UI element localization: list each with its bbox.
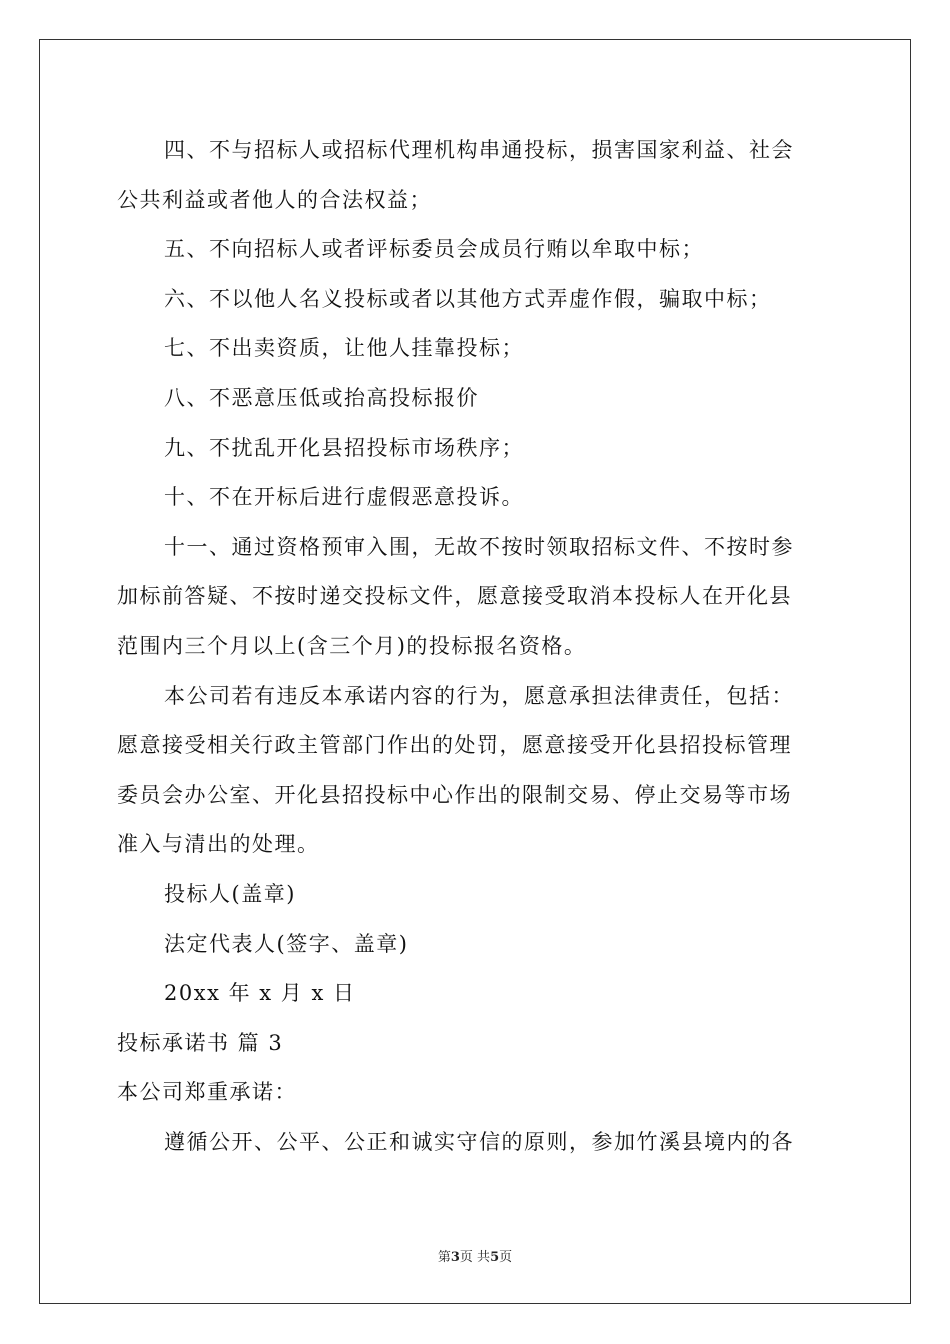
page-label-suffix: 页 bbox=[499, 1250, 513, 1265]
document-line: 投标承诺书 篇 3 bbox=[117, 1030, 284, 1055]
document-line: 九、不扰乱开化县招投标市场秩序； bbox=[164, 435, 524, 460]
document-line: 本公司郑重承诺： bbox=[117, 1080, 297, 1105]
current-page-number: 3 bbox=[450, 1250, 460, 1265]
document-line: 范围内三个月以上(含三个月)的投标报名资格。 bbox=[117, 633, 587, 658]
document-line: 十一、通过资格预审入围，无故不按时领取招标文件、不按时参 bbox=[164, 534, 794, 559]
document-line: 愿意接受相关行政主管部门作出的处罚，愿意接受开化县招投标管理 bbox=[117, 733, 792, 758]
document-line: 加标前答疑、不按时递交投标文件，愿意接受取消本投标人在开化县 bbox=[117, 584, 792, 609]
page-footer bbox=[0, 1246, 950, 1265]
document-line: 法定代表人(签字、盖章) bbox=[164, 931, 409, 956]
document-line: 八、不恶意压低或抬高投标报价 bbox=[164, 385, 479, 410]
document-line: 准入与清出的处理。 bbox=[117, 832, 320, 857]
document-line: 四、不与招标人或招标代理机构串通投标，损害国家利益、社会 bbox=[164, 138, 794, 162]
document-line: 投标人(盖章) bbox=[164, 881, 296, 906]
total-pages-number: 5 bbox=[490, 1250, 500, 1265]
document-line: 本公司若有违反本承诺内容的行为，愿意承担法律责任，包括： bbox=[164, 683, 794, 708]
document-line: 十、不在开标后进行虚假恶意投诉。 bbox=[164, 485, 524, 510]
document-body bbox=[117, 126, 832, 1167]
page-label-mid: 页 共 bbox=[459, 1250, 491, 1265]
page-label-prefix: 第 bbox=[437, 1250, 451, 1265]
document-line: 公共利益或者他人的合法权益； bbox=[117, 187, 432, 212]
document-line: 五、不向招标人或者评标委员会成员行贿以牟取中标； bbox=[164, 237, 704, 262]
document-line: 委员会办公室、开化县招投标中心作出的限制交易、停止交易等市场 bbox=[117, 782, 792, 807]
document-line: 20xx 年 x 月 x 日 bbox=[164, 981, 356, 1006]
document-line: 遵循公开、公平、公正和诚实守信的原则，参加竹溪县境内的各 bbox=[164, 1129, 794, 1154]
document-line: 六、不以他人名义投标或者以其他方式弄虚作假，骗取中标； bbox=[164, 286, 772, 311]
document-line: 七、不出卖资质，让他人挂靠投标； bbox=[164, 336, 524, 361]
